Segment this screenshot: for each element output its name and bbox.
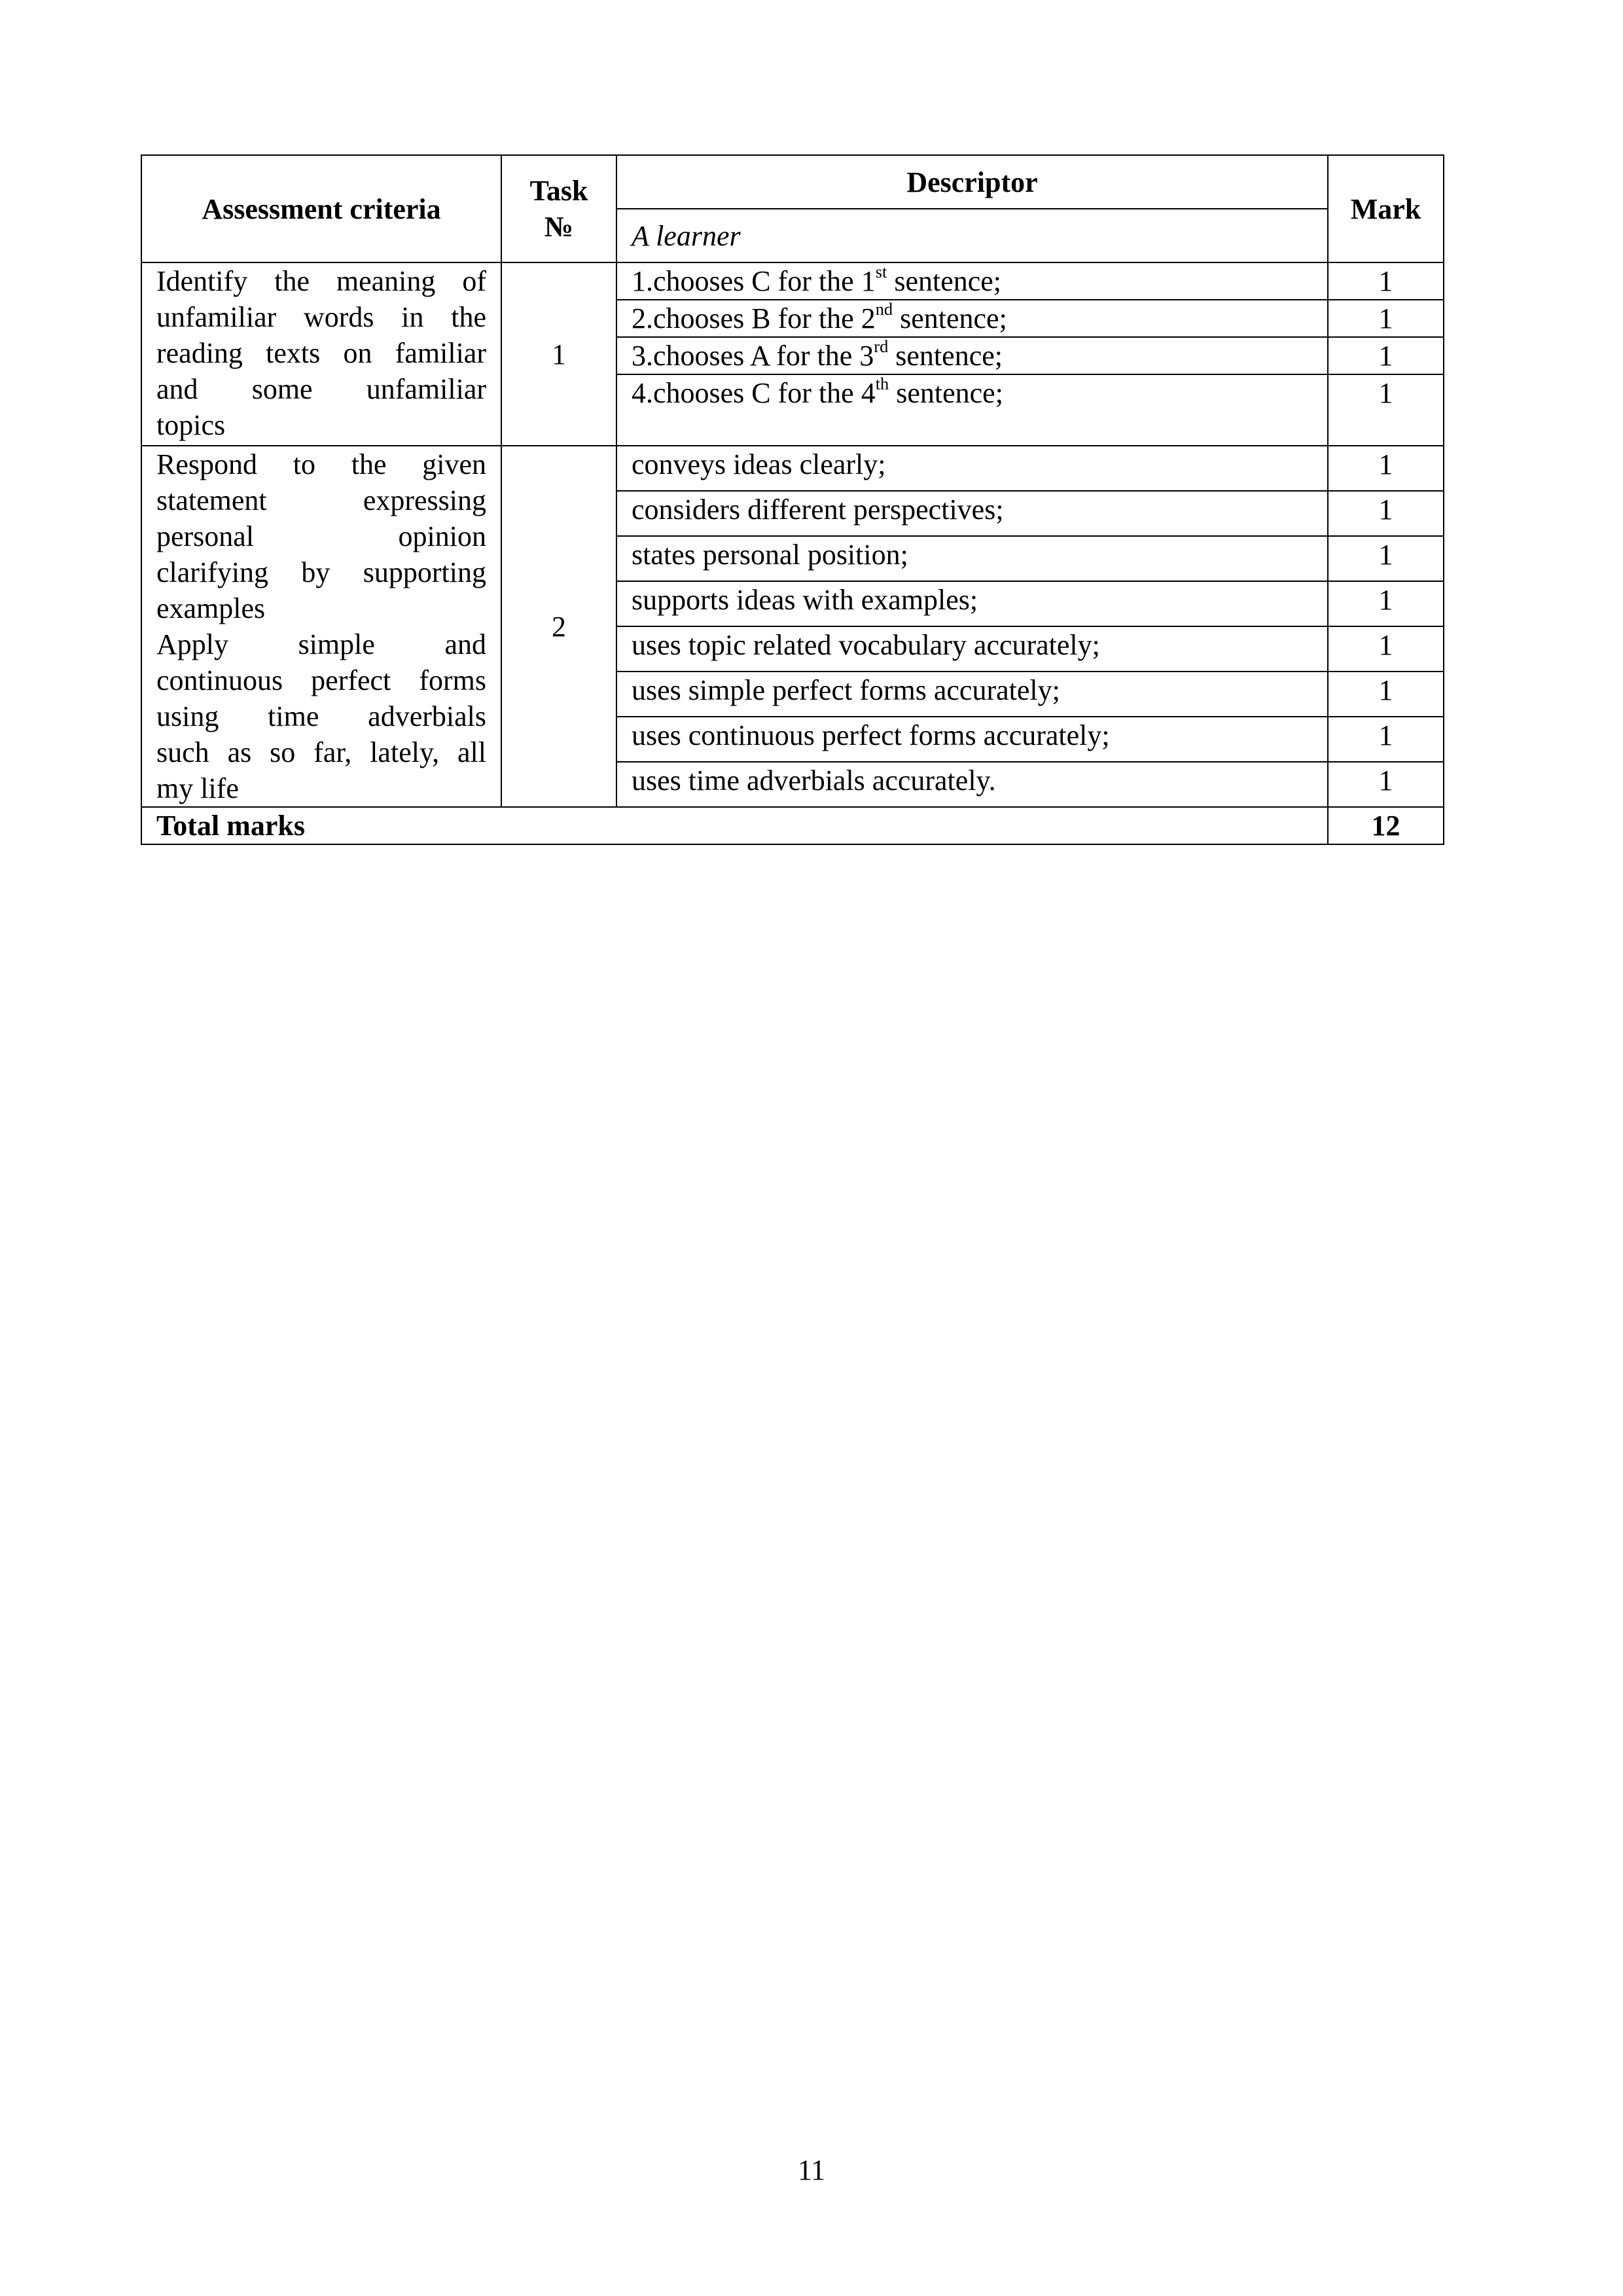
descriptor-cell: uses topic related vocabulary accurately; (616, 626, 1328, 672)
descriptor-cell (616, 337, 1328, 374)
descriptor-cell (616, 300, 1328, 337)
total-row (141, 807, 1444, 844)
total-marks-label: Total marks (141, 807, 1328, 844)
criteria-line: statement expressing (156, 484, 486, 516)
descriptor-text: sentence; (893, 302, 1007, 334)
criteria-cell-task-1 (141, 262, 501, 446)
criteria-line: clarifying by supporting (156, 556, 486, 588)
mark-cell: 1 (1328, 300, 1444, 337)
mark-cell: 1 (1328, 337, 1444, 374)
descriptor-text: 3.chooses A for the 3 (632, 340, 874, 372)
mark-cell: 1 (1328, 762, 1444, 807)
descriptor-cell: uses time adverbials accurately. (616, 762, 1328, 807)
criteria-line: examples (156, 592, 266, 624)
descriptor-text: sentence; (889, 377, 1003, 409)
descriptor-text: 1.chooses C for the 1 (632, 265, 876, 297)
header-a-learner: A learner (616, 209, 1328, 262)
ordinal-suffix: st (875, 262, 887, 282)
header-mark: Mark (1328, 155, 1444, 262)
mark-cell: 1 (1328, 446, 1444, 491)
ordinal-suffix: nd (875, 299, 893, 319)
task-number-1: 1 (501, 262, 616, 446)
header-number-sign: № (544, 211, 574, 243)
criteria-line: reading texts on familiar (156, 337, 486, 369)
descriptor-text: 4.chooses C for the 4 (632, 377, 876, 409)
ordinal-suffix: th (875, 374, 889, 394)
descriptor-cell: conveys ideas clearly; (616, 446, 1328, 491)
table-row (141, 262, 1444, 300)
header-task-label: Task (529, 175, 588, 207)
criteria-line: Respond to the given (156, 448, 486, 480)
mark-cell: 1 (1328, 672, 1444, 717)
assessment-table (141, 154, 1444, 845)
criteria-line: such as so far, lately, all (156, 736, 486, 768)
mark-cell: 1 (1328, 536, 1444, 581)
criteria-cell-task-2 (141, 446, 501, 807)
descriptor-cell: uses continuous perfect forms accurately; (616, 717, 1328, 762)
ordinal-suffix: rd (874, 336, 889, 357)
descriptor-cell (616, 374, 1328, 446)
task-number-2: 2 (501, 446, 616, 807)
descriptor-cell: uses simple perfect forms accurately; (616, 672, 1328, 717)
mark-cell: 1 (1328, 626, 1444, 672)
page-number: 11 (797, 2154, 826, 2186)
criteria-line: topics (156, 409, 226, 441)
descriptor-cell: states personal position; (616, 536, 1328, 581)
criteria-line: Identify the meaning of (156, 265, 486, 297)
header-descriptor: Descriptor (616, 155, 1328, 209)
mark-cell: 1 (1328, 581, 1444, 626)
criteria-line: Apply simple and (156, 628, 486, 660)
criteria-line: using time adverbials (156, 700, 486, 732)
descriptor-text: sentence; (887, 265, 1002, 297)
table-header-row (141, 155, 1444, 209)
criteria-line: unfamiliar words in the (156, 301, 486, 333)
criteria-line: my life (156, 772, 239, 804)
mark-cell: 1 (1328, 491, 1444, 536)
descriptor-cell (616, 262, 1328, 300)
descriptor-text: sentence; (888, 340, 1003, 372)
header-task-number (501, 155, 616, 262)
mark-cell: 1 (1328, 717, 1444, 762)
descriptor-text: 2.chooses B for the 2 (632, 302, 876, 334)
criteria-line: continuous perfect forms (156, 664, 486, 696)
total-marks-value: 12 (1328, 807, 1444, 844)
criteria-line: and some unfamiliar (156, 373, 486, 405)
mark-cell: 1 (1328, 262, 1444, 300)
mark-cell: 1 (1328, 374, 1444, 446)
header-assessment-criteria: Assessment criteria (141, 155, 501, 262)
descriptor-cell: considers different perspectives; (616, 491, 1328, 536)
criteria-line: personal opinion (156, 520, 486, 552)
descriptor-cell: supports ideas with examples; (616, 581, 1328, 626)
table-row (141, 446, 1444, 491)
